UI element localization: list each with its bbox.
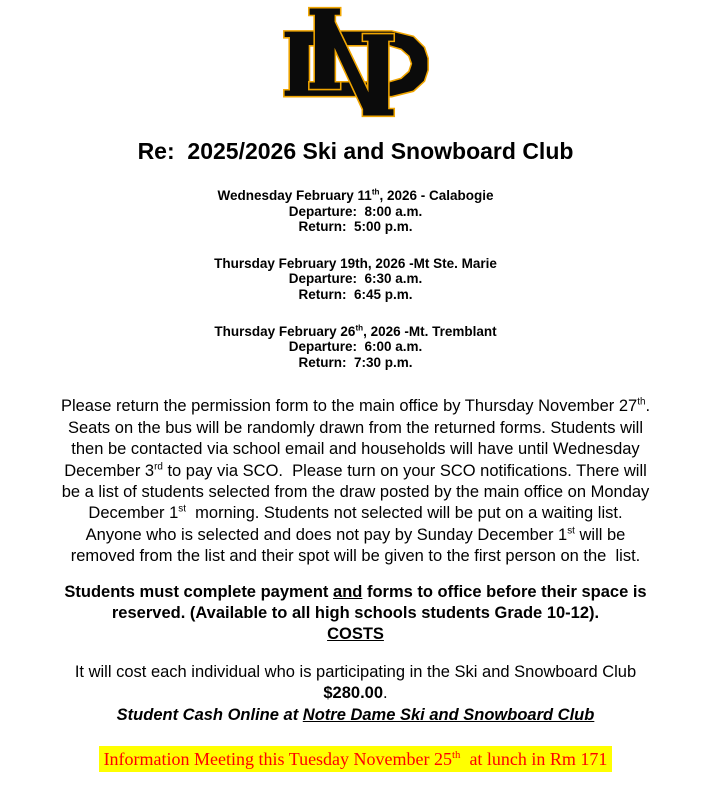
text-segment: will be bbox=[574, 525, 626, 544]
text-segment: forms to office before their space is bbox=[362, 582, 647, 601]
text-segment: Information Meeting this Tuesday November 25 bbox=[103, 749, 453, 770]
text-segment: Return: 7:30 p.m. bbox=[298, 354, 413, 370]
ordinal-superscript: rd bbox=[154, 461, 163, 473]
text-line bbox=[0, 461, 711, 482]
trip-line bbox=[0, 188, 711, 204]
text-line bbox=[0, 582, 711, 603]
text-segment: removed from the list and their spot will be given to the first person on the list. bbox=[70, 547, 641, 566]
text-segment: December 3 bbox=[64, 461, 155, 480]
text-segment: to pay via SCO. Please turn on your SCO notifications. There will bbox=[162, 461, 647, 480]
text-segment: and bbox=[333, 582, 363, 601]
permission-paragraph bbox=[0, 396, 711, 567]
ordinal-superscript: th bbox=[371, 187, 380, 197]
trip-line bbox=[0, 256, 711, 272]
text-segment: , 2026 -Mt. Tremblant bbox=[363, 323, 497, 339]
text-segment: at lunch in Rm 171 bbox=[460, 749, 608, 770]
trip-line bbox=[0, 271, 711, 287]
costs-heading: COSTS bbox=[327, 625, 384, 644]
ordinal-superscript: th bbox=[355, 323, 364, 333]
text-segment: Departure: 6:00 a.m. bbox=[288, 339, 423, 355]
text-segment: Return: 6:45 p.m. bbox=[298, 286, 413, 302]
text-line bbox=[0, 683, 711, 704]
text-line bbox=[0, 503, 711, 524]
text-segment: . bbox=[645, 397, 651, 416]
text-segment: be a list of students selected from the draw posted by the main office on Monday bbox=[61, 482, 650, 501]
text-line bbox=[0, 439, 711, 460]
trip-block bbox=[0, 256, 711, 303]
text-segment: Thursday February 26 bbox=[214, 323, 356, 339]
trip-line bbox=[0, 287, 711, 303]
ordinal-superscript: th bbox=[637, 396, 646, 408]
text-segment: reserved. (Available to all high schools students Grade 10-12). bbox=[111, 604, 600, 622]
text-line bbox=[0, 418, 711, 439]
text-segment: Student Cash Online at bbox=[116, 705, 303, 724]
nd-monogram-icon bbox=[280, 4, 432, 120]
text-segment: morning. Students not selected will be put on a waiting list. bbox=[185, 504, 623, 523]
ordinal-superscript: st bbox=[567, 525, 575, 537]
costs-paragraph bbox=[0, 662, 711, 726]
text-segment: Students must complete payment bbox=[64, 582, 334, 601]
text-line bbox=[0, 662, 711, 683]
ordinal-superscript: th bbox=[452, 749, 461, 762]
trip-block bbox=[0, 324, 711, 371]
text-segment: then be contacted via school email and households will have until Wednesday bbox=[71, 440, 640, 459]
meeting-announcement-row bbox=[0, 746, 711, 772]
text-segment: Please return the permission form to the main office by Thursday November 27 bbox=[60, 397, 638, 416]
payment-notice bbox=[0, 582, 711, 625]
text-segment: , 2026 - Calabogie bbox=[379, 188, 494, 203]
text-segment: Wednesday February 11 bbox=[217, 188, 372, 203]
text-line bbox=[0, 546, 711, 567]
meeting-highlight bbox=[99, 746, 613, 772]
text-segment: December 1 bbox=[88, 504, 179, 523]
text-line bbox=[0, 482, 711, 503]
text-segment: Departure: 8:00 a.m. bbox=[288, 203, 423, 219]
text-segment: Return: 5:00 p.m. bbox=[298, 219, 413, 235]
text-segment: Notre Dame Ski and Snowboard Club bbox=[302, 705, 595, 724]
trip-line bbox=[0, 324, 711, 340]
document-title: Re: 2025/2026 Ski and Snowboard Club bbox=[137, 138, 574, 164]
trip-block bbox=[0, 188, 711, 235]
text-segment: Departure: 6:30 a.m. bbox=[288, 271, 423, 287]
trip-line bbox=[0, 219, 711, 235]
trip-line bbox=[0, 339, 711, 355]
text-segment: $280.00 bbox=[323, 684, 384, 703]
ordinal-superscript: st bbox=[178, 503, 186, 515]
text-line bbox=[0, 396, 711, 417]
text-segment: Thursday February 19th, 2026 -Mt Ste. Marie bbox=[214, 255, 497, 271]
text-segment: Seats on the bus will be randomly drawn from the returned forms. Students will bbox=[67, 418, 644, 437]
trip-line bbox=[0, 204, 711, 220]
school-logo bbox=[0, 0, 711, 125]
text-line bbox=[0, 525, 711, 546]
trip-schedule bbox=[0, 188, 711, 370]
letter-n-shape bbox=[309, 8, 393, 115]
text-segment: Anyone who is selected and does not pay by Sunday December 1 bbox=[85, 525, 568, 544]
text-line bbox=[0, 603, 711, 624]
trip-line bbox=[0, 355, 711, 371]
text-segment: . bbox=[383, 684, 388, 703]
text-line bbox=[0, 705, 711, 726]
text-segment: It will cost each individual who is participating in the Ski and Snowboard Club bbox=[74, 662, 637, 681]
